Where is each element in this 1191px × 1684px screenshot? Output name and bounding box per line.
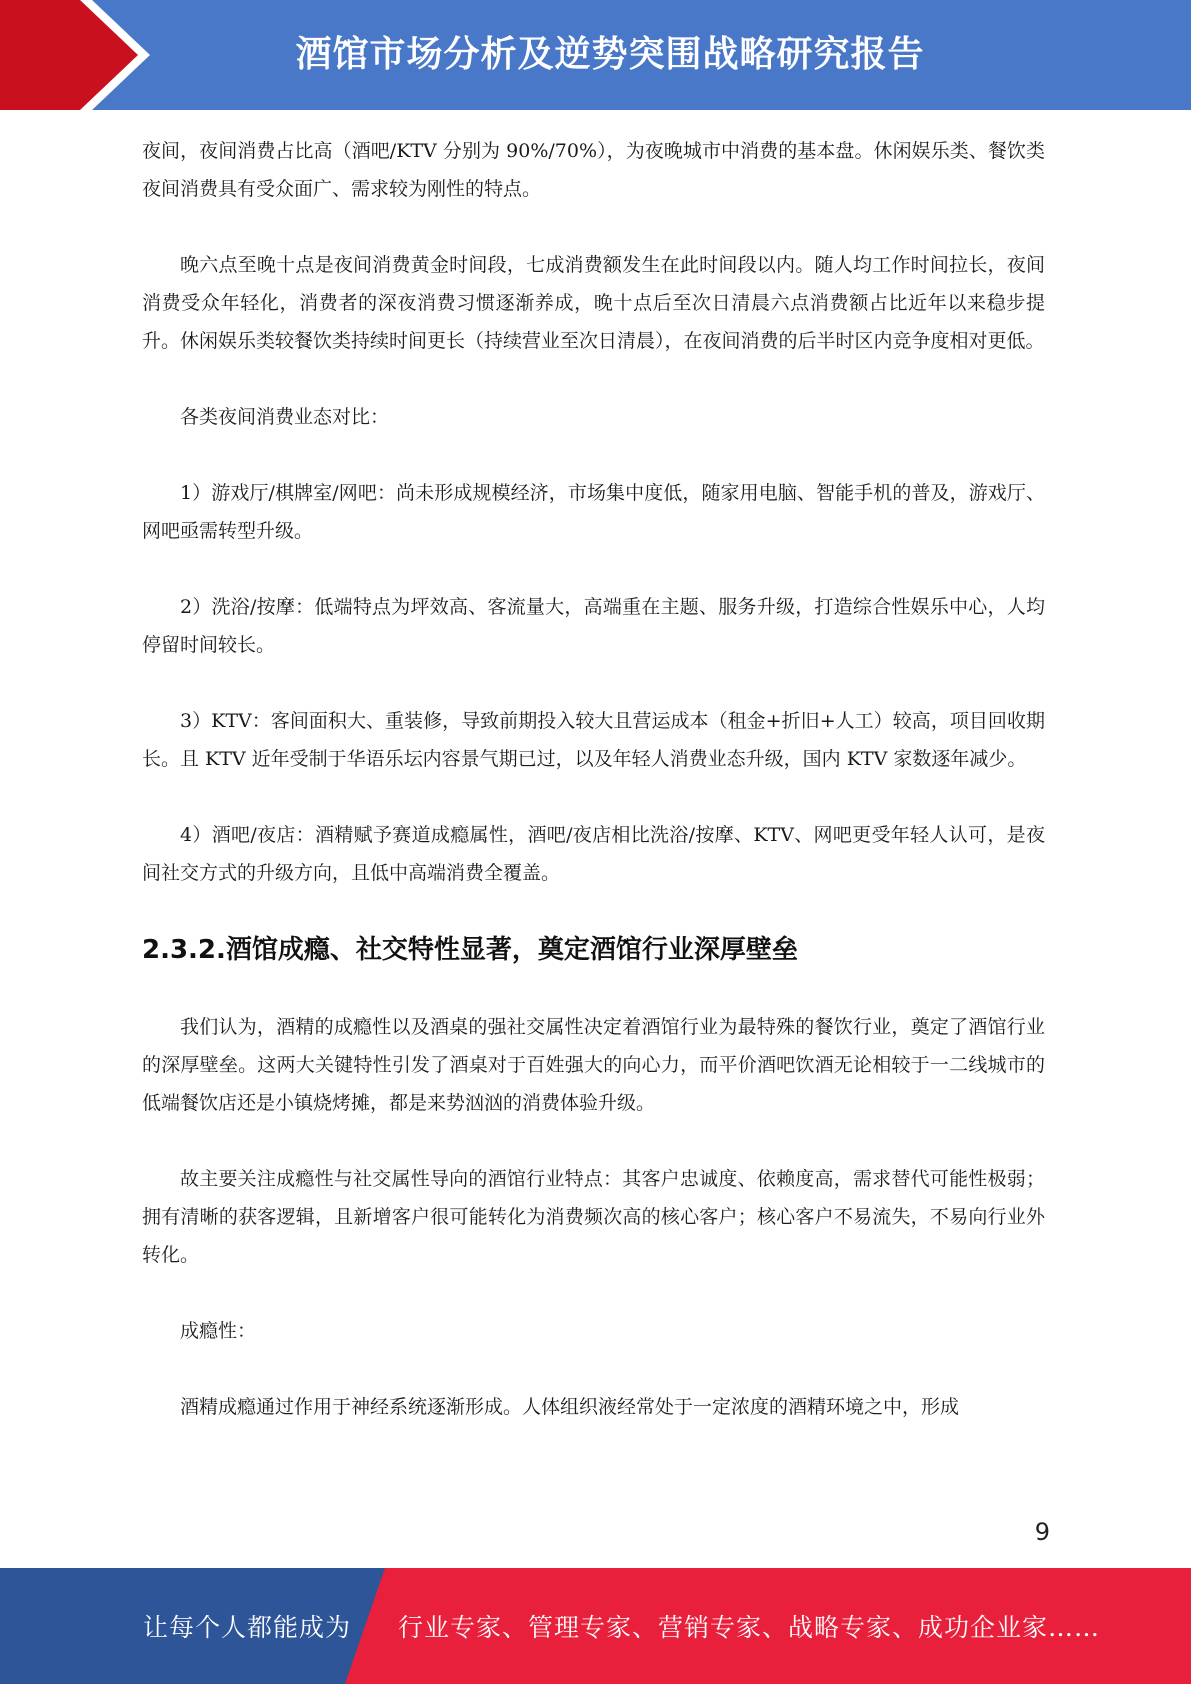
- paragraph-bath-massage: 2）洗浴/按摩：低端特点为坪效高、客流量大，高端重在主题、服务升级，打造综合性娱乐中心，人均停留时间较长。: [142, 596, 1045, 656]
- body-content: [142, 132, 1045, 1464]
- paragraph-comparison-intro: 各类夜间消费业态对比：: [180, 406, 390, 428]
- paragraph-continued: 夜间，夜间消费占比高（酒吧/KTV 分别为 90%/70%），为夜晚城市中消费的基本盘。休闲娱乐类、餐饮类夜间消费具有受众面广、需求较为刚性的特点。: [142, 140, 1045, 200]
- paragraph-features: 故主要关注成瘾性与社交属性导向的酒馆行业特点：其客户忠诚度、依赖度高，需求替代可能性极弱；拥有清晰的获客逻辑，且新增客户很可能转化为消费频次高的核心客户；核心客户不易流失，不易向行业外转化。: [142, 1168, 1045, 1266]
- header-chevron-icon: [0, 0, 140, 110]
- paragraph-addiction: 酒精成瘾通过作用于神经系统逐渐形成。人体组织液经常处于一定浓度的酒精环境之中，形成: [180, 1396, 960, 1418]
- paragraph-barriers: 我们认为，酒精的成瘾性以及酒桌的强社交属性决定着酒馆行业为最特殊的餐饮行业，奠定了酒馆行业的深厚壁垒。这两大关键特性引发了酒桌对于百姓强大的向心力，而平价酒吧饮酒无论相较于一二线城市的低端餐饮店还是小镇烧烤摊，都是来势汹汹的消费体验升级。: [142, 1016, 1045, 1114]
- section-heading: 2.3.2.酒馆成瘾、社交特性显著，奠定酒馆行业深厚壁垒: [142, 935, 798, 965]
- paragraph-addiction-label: 成瘾性：: [180, 1320, 257, 1342]
- paragraph-bars: 4）酒吧/夜店：酒精赋予赛道成瘾属性，酒吧/夜店相比洗浴/按摩、KTV、网吧更受年轻人认可，是夜间社交方式的升级方向，且低中高端消费全覆盖。: [142, 824, 1045, 884]
- paragraph-peak-hours: 晚六点至晚十点是夜间消费黄金时间段，七成消费额发生在此时间段以内。随人均工作时间拉长，夜间消费受众年轻化，消费者的深夜消费习惯逐渐养成，晚十点后至次日清晨六点消费额占比近年以来稳步提升。休闲娱乐类较餐饮类持续时间更长（持续营业至次日清晨），在夜间消费的后半时区内竞争度相对更低。: [142, 254, 1045, 352]
- footer-slogan-left: 让每个人都能成为: [143, 1613, 352, 1642]
- page-header: [0, 0, 1191, 110]
- report-title: 酒馆市场分析及逆势突围战略研究报告: [295, 34, 925, 75]
- page-number: 9: [1034, 1518, 1050, 1546]
- paragraph-ktv: 3）KTV：客间面积大、重装修，导致前期投入较大且营运成本（租金+折旧+人工）较高，项目回收期长。且 KTV 近年受制于华语乐坛内容景气期已过，以及年轻人消费业态升级，国内 KTV 家数逐年减少。: [142, 710, 1045, 770]
- paragraph-game-halls: 1）游戏厅/棋牌室/网吧：尚未形成规模经济，市场集中度低，随家用电脑、智能手机的普及，游戏厅、网吧亟需转型升级。: [142, 482, 1045, 542]
- footer-slogan-right: 行业专家、管理专家、营销专家、战略专家、成功企业家……: [398, 1613, 1101, 1642]
- page-footer: [0, 1568, 1191, 1684]
